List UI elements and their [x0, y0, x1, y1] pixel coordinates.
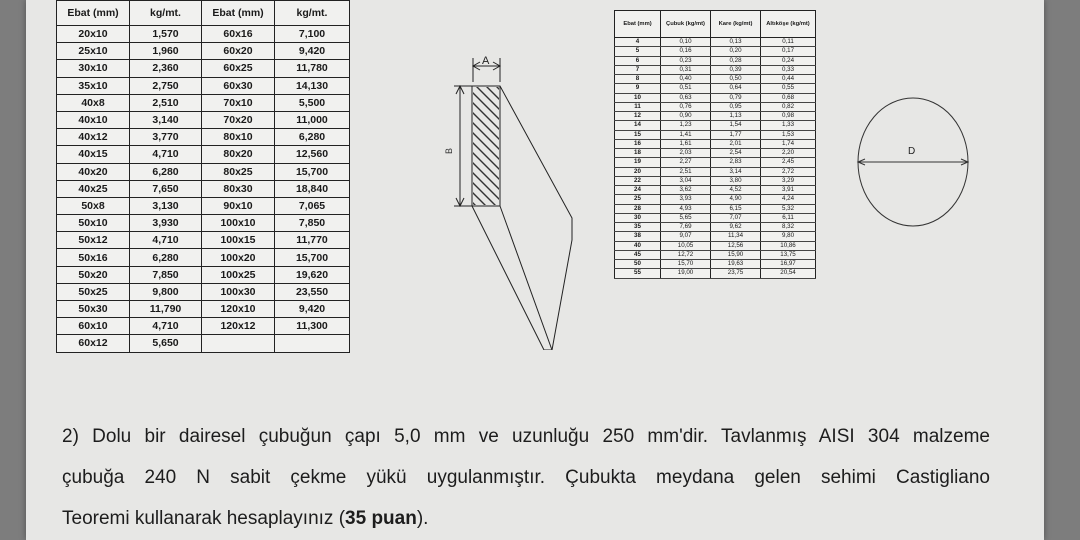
- table-cell: 0,10: [661, 38, 711, 47]
- table-cell: 5,32: [761, 204, 816, 213]
- round-bar-weight-table: [614, 10, 816, 279]
- table-row: [57, 301, 350, 318]
- table-cell: 0,24: [761, 56, 816, 65]
- table-row: [615, 213, 816, 222]
- table-cell: 1,54: [711, 121, 761, 130]
- table-row: [615, 56, 816, 65]
- table-cell: 2,510: [130, 94, 202, 111]
- table-row: [615, 195, 816, 204]
- table-row: [57, 266, 350, 283]
- table-cell: 60x30: [202, 77, 275, 94]
- table-cell: 4,93: [661, 204, 711, 213]
- table-cell: 14,130: [275, 77, 350, 94]
- table-cell: 9,420: [275, 301, 350, 318]
- table-row: [615, 75, 816, 84]
- table-cell: [275, 335, 350, 352]
- table-cell: 9,80: [761, 232, 816, 241]
- table-cell: 100x30: [202, 283, 275, 300]
- table-cell: 5: [615, 47, 661, 56]
- table-cell: 0,39: [711, 65, 761, 74]
- question-line-2: çubuğa 240 N sabit çekme yükü uygulanmıştır. Çubukta meydana gelen sehimi Castigliano: [62, 467, 990, 488]
- table-cell: 6,280: [275, 129, 350, 146]
- table-cell: 1,41: [661, 130, 711, 139]
- table-cell: 30x10: [57, 60, 130, 77]
- table-cell: 18,840: [275, 180, 350, 197]
- table-row: [57, 215, 350, 232]
- table-cell: 11,790: [130, 301, 202, 318]
- table-cell: 4,52: [711, 186, 761, 195]
- table-cell: 120x12: [202, 318, 275, 335]
- table-cell: 60x12: [57, 335, 130, 352]
- table-cell: 40x12: [57, 129, 130, 146]
- table-cell: 3,91: [761, 186, 816, 195]
- table-cell: 14: [615, 121, 661, 130]
- table-row: [615, 84, 816, 93]
- table-cell: 9: [615, 84, 661, 93]
- table-cell: 15,70: [661, 260, 711, 269]
- table-cell: 5,65: [661, 213, 711, 222]
- table-cell: 25: [615, 195, 661, 204]
- circle-section-drawing: [850, 92, 980, 232]
- table-cell: 2,360: [130, 60, 202, 77]
- table-cell: 11: [615, 102, 661, 111]
- table-cell: 0,63: [661, 93, 711, 102]
- table-row: [57, 232, 350, 249]
- table-cell: 6,280: [130, 249, 202, 266]
- table-row: [57, 60, 350, 77]
- table-row: [57, 283, 350, 300]
- header-size-1: Ebat (mm): [57, 1, 130, 26]
- table-row: [57, 197, 350, 214]
- table-cell: 0,51: [661, 84, 711, 93]
- table-cell: 0,68: [761, 93, 816, 102]
- table-cell: 4,24: [761, 195, 816, 204]
- table-cell: 80x10: [202, 129, 275, 146]
- table-cell: 2,750: [130, 77, 202, 94]
- table-cell: 20x10: [57, 26, 130, 43]
- table-cell: 50x20: [57, 266, 130, 283]
- table-cell: 10,86: [761, 241, 816, 250]
- table-cell: 8: [615, 75, 661, 84]
- table-cell: 60x20: [202, 43, 275, 60]
- table-cell: 0,31: [661, 65, 711, 74]
- table-cell: 0,20: [711, 47, 761, 56]
- table-row: [615, 93, 816, 102]
- table-row: [615, 250, 816, 259]
- table-cell: 0,95: [711, 102, 761, 111]
- table-row: [615, 149, 816, 158]
- table-cell: 6,11: [761, 213, 816, 222]
- table-cell: 40x10: [57, 111, 130, 128]
- table-cell: 20: [615, 167, 661, 176]
- table-cell: 60x16: [202, 26, 275, 43]
- table-cell: 50x25: [57, 283, 130, 300]
- table-cell: 120x10: [202, 301, 275, 318]
- table-cell: 6: [615, 56, 661, 65]
- table-cell: 3,770: [130, 129, 202, 146]
- table-cell: 1,23: [661, 121, 711, 130]
- table-cell: 3,29: [761, 176, 816, 185]
- table-cell: 100x25: [202, 266, 275, 283]
- table-cell: 18: [615, 149, 661, 158]
- flat-bar-weight-table: [56, 0, 350, 353]
- table-row: [615, 130, 816, 139]
- table-cell: 80x30: [202, 180, 275, 197]
- table-cell: 60x10: [57, 318, 130, 335]
- table-cell: 40x8: [57, 94, 130, 111]
- table-cell: 9,420: [275, 43, 350, 60]
- table-row: [615, 260, 816, 269]
- table-header-row: [615, 11, 816, 38]
- table-row: [57, 249, 350, 266]
- question-text: [62, 416, 990, 539]
- table-row: [57, 111, 350, 128]
- table-cell: 3,930: [130, 215, 202, 232]
- table-cell: 80x20: [202, 146, 275, 163]
- table-cell: 0,17: [761, 47, 816, 56]
- table-cell: 38: [615, 232, 661, 241]
- table-cell: 2,72: [761, 167, 816, 176]
- table-cell: 0,76: [661, 102, 711, 111]
- table-cell: 11,000: [275, 111, 350, 128]
- table-cell: 35x10: [57, 77, 130, 94]
- table-cell: 4,710: [130, 232, 202, 249]
- table-cell: 19,620: [275, 266, 350, 283]
- table-cell: 1,33: [761, 121, 816, 130]
- table-cell: 7,07: [711, 213, 761, 222]
- table-cell: 30: [615, 213, 661, 222]
- table-row: [615, 121, 816, 130]
- table-cell: 11,780: [275, 60, 350, 77]
- table-row: [57, 163, 350, 180]
- table-row: [615, 269, 816, 278]
- header-size-2: Ebat (mm): [202, 1, 275, 26]
- table-cell: 50x16: [57, 249, 130, 266]
- table-cell: 4,710: [130, 146, 202, 163]
- table-cell: 15,700: [275, 163, 350, 180]
- table-row: [615, 102, 816, 111]
- table-row: [57, 180, 350, 197]
- table-cell: 100x20: [202, 249, 275, 266]
- table-cell: 2,51: [661, 167, 711, 176]
- table-row: [57, 94, 350, 111]
- table-row: [57, 77, 350, 94]
- table-cell: 9,07: [661, 232, 711, 241]
- table-cell: 13,75: [761, 250, 816, 259]
- table-cell: 3,62: [661, 186, 711, 195]
- table-cell: 0,44: [761, 75, 816, 84]
- table-cell: 55: [615, 269, 661, 278]
- table-cell: 3,130: [130, 197, 202, 214]
- table-row: [615, 139, 816, 148]
- table-cell: 0,82: [761, 102, 816, 111]
- dimension-label-b: B: [444, 147, 454, 154]
- table-cell: 10,05: [661, 241, 711, 250]
- table-cell: 100x15: [202, 232, 275, 249]
- table-cell: 40: [615, 241, 661, 250]
- table-cell: 15,90: [711, 250, 761, 259]
- table-cell: 7,850: [275, 215, 350, 232]
- table-row: [615, 204, 816, 213]
- table-cell: 22: [615, 176, 661, 185]
- question-line-1: 2) Dolu bir dairesel çubuğun çapı 5,0 mm ve uzunluğu 250 mm'dir. Tavlanmış AISI 304 malzeme: [62, 426, 990, 447]
- table-cell: 23,550: [275, 283, 350, 300]
- table-cell: 7,065: [275, 197, 350, 214]
- table-cell: 1,77: [711, 130, 761, 139]
- table-cell: 11,300: [275, 318, 350, 335]
- table-row: [615, 38, 816, 47]
- table-cell: 19,00: [661, 269, 711, 278]
- table-header-row: [57, 1, 350, 26]
- table-row: [57, 318, 350, 335]
- header-square: Kare (kg/mt): [711, 11, 761, 38]
- table-cell: 70x20: [202, 111, 275, 128]
- table-cell: 70x10: [202, 94, 275, 111]
- table-cell: 1,61: [661, 139, 711, 148]
- table-cell: 3,04: [661, 176, 711, 185]
- table-cell: 12: [615, 112, 661, 121]
- table-cell: 2,83: [711, 158, 761, 167]
- table-cell: 15: [615, 130, 661, 139]
- table-cell: 7: [615, 65, 661, 74]
- table-cell: [202, 335, 275, 352]
- table-cell: 2,45: [761, 158, 816, 167]
- question-line-3: Teoremi kullanarak hesaplayınız (35 puan).: [62, 508, 429, 529]
- table-cell: 0,13: [711, 38, 761, 47]
- table-cell: 0,50: [711, 75, 761, 84]
- flat-bar-drawing: [440, 50, 580, 350]
- table-cell: 50x8: [57, 197, 130, 214]
- table-cell: 40x15: [57, 146, 130, 163]
- table-cell: 0,90: [661, 112, 711, 121]
- table-cell: 50: [615, 260, 661, 269]
- table-cell: 23,75: [711, 269, 761, 278]
- table-cell: 5,500: [275, 94, 350, 111]
- table-row: [57, 146, 350, 163]
- table-cell: 9,800: [130, 283, 202, 300]
- table-cell: 80x25: [202, 163, 275, 180]
- header-hex: Altıköşe (kg/mt): [761, 11, 816, 38]
- table-cell: 7,100: [275, 26, 350, 43]
- table-cell: 0,79: [711, 93, 761, 102]
- header-weight-2: kg/mt.: [275, 1, 350, 26]
- table-cell: 6,280: [130, 163, 202, 180]
- table-cell: 19: [615, 158, 661, 167]
- table-cell: 9,62: [711, 223, 761, 232]
- table-cell: 12,560: [275, 146, 350, 163]
- table-cell: 3,93: [661, 195, 711, 204]
- table-cell: 10: [615, 93, 661, 102]
- table-cell: 0,11: [761, 38, 816, 47]
- table-cell: 1,74: [761, 139, 816, 148]
- table-cell: 3,140: [130, 111, 202, 128]
- table-cell: 0,98: [761, 112, 816, 121]
- table-cell: 40x20: [57, 163, 130, 180]
- table-row: [615, 176, 816, 185]
- table-cell: 0,64: [711, 84, 761, 93]
- table-cell: 2,01: [711, 139, 761, 148]
- table-cell: 6,15: [711, 204, 761, 213]
- table-cell: 0,23: [661, 56, 711, 65]
- table-row: [57, 335, 350, 352]
- table-cell: 2,03: [661, 149, 711, 158]
- table-cell: 2,27: [661, 158, 711, 167]
- table-cell: 0,55: [761, 84, 816, 93]
- points-value: 35 puan: [345, 508, 417, 529]
- table-cell: 4,90: [711, 195, 761, 204]
- table-cell: 50x10: [57, 215, 130, 232]
- table-cell: 50x30: [57, 301, 130, 318]
- table-cell: 50x12: [57, 232, 130, 249]
- table-cell: 45: [615, 250, 661, 259]
- table-cell: 0,28: [711, 56, 761, 65]
- table-row: [615, 65, 816, 74]
- table-cell: 1,570: [130, 26, 202, 43]
- table-cell: 1,960: [130, 43, 202, 60]
- table-cell: 3,14: [711, 167, 761, 176]
- dimension-label-a: A: [482, 55, 490, 67]
- table-cell: 8,32: [761, 223, 816, 232]
- header-round: Çubuk (kg/mt): [661, 11, 711, 38]
- table-cell: 1,13: [711, 112, 761, 121]
- table-cell: 0,40: [661, 75, 711, 84]
- table-cell: 12,56: [711, 241, 761, 250]
- table-row: [615, 186, 816, 195]
- table-row: [615, 158, 816, 167]
- header-size: Ebat (mm): [615, 11, 661, 38]
- table-cell: 2,54: [711, 149, 761, 158]
- table-cell: 7,650: [130, 180, 202, 197]
- table-cell: 25x10: [57, 43, 130, 60]
- table-cell: 7,69: [661, 223, 711, 232]
- table-row: [57, 129, 350, 146]
- table-cell: 28: [615, 204, 661, 213]
- table-cell: 4: [615, 38, 661, 47]
- table-cell: 0,16: [661, 47, 711, 56]
- table-cell: 3,80: [711, 176, 761, 185]
- diameter-label: D: [908, 146, 916, 157]
- table-cell: 15,700: [275, 249, 350, 266]
- table-cell: 1,53: [761, 130, 816, 139]
- table-cell: 40x25: [57, 180, 130, 197]
- table-cell: 100x10: [202, 215, 275, 232]
- table-cell: 35: [615, 223, 661, 232]
- table-cell: 19,63: [711, 260, 761, 269]
- table-cell: 11,34: [711, 232, 761, 241]
- table-row: [57, 26, 350, 43]
- header-weight-1: kg/mt.: [130, 1, 202, 26]
- table-cell: 5,650: [130, 335, 202, 352]
- table-row: [615, 232, 816, 241]
- table-cell: 16: [615, 139, 661, 148]
- table-cell: 0,33: [761, 65, 816, 74]
- table-row: [615, 167, 816, 176]
- table-cell: 7,850: [130, 266, 202, 283]
- table-cell: 60x25: [202, 60, 275, 77]
- table-cell: 2,20: [761, 149, 816, 158]
- table-row: [615, 223, 816, 232]
- table-cell: 16,97: [761, 260, 816, 269]
- table-cell: 24: [615, 186, 661, 195]
- table-cell: 20,54: [761, 269, 816, 278]
- table-row: [57, 43, 350, 60]
- table-cell: 4,710: [130, 318, 202, 335]
- table-row: [615, 47, 816, 56]
- table-cell: 12,72: [661, 250, 711, 259]
- table-row: [615, 112, 816, 121]
- table-cell: 90x10: [202, 197, 275, 214]
- table-row: [615, 241, 816, 250]
- table-cell: 11,770: [275, 232, 350, 249]
